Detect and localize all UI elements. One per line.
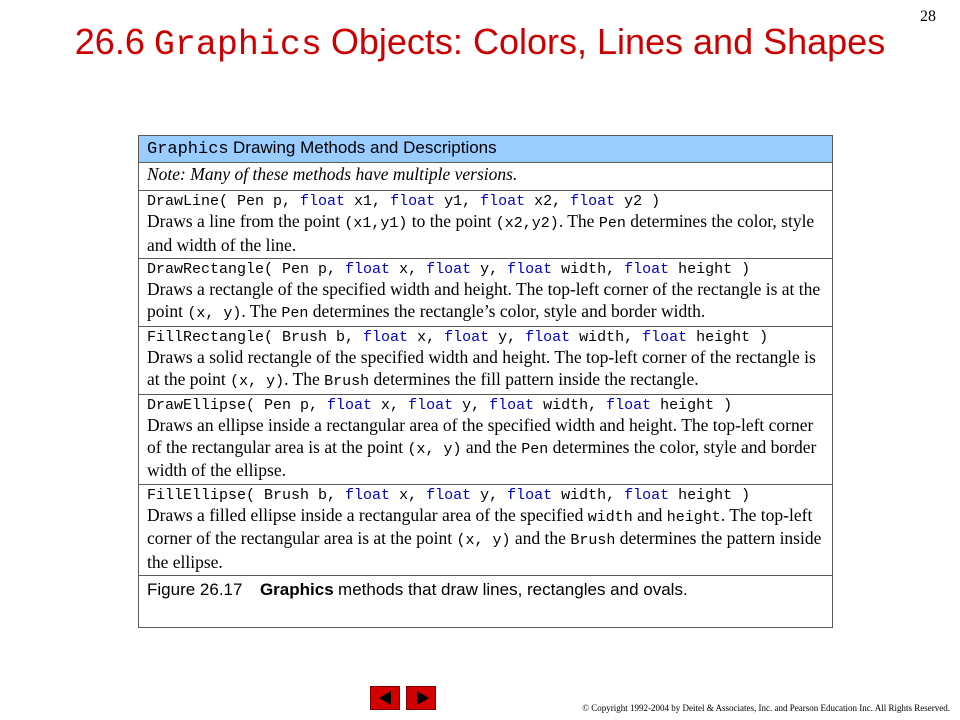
keyword-float: float	[390, 193, 436, 210]
method-row	[139, 395, 833, 485]
title-code-word: Graphics	[153, 25, 322, 65]
keyword-float: float	[300, 193, 346, 210]
text-run: width,	[570, 329, 643, 346]
inline-code: (x2,y2)	[495, 215, 559, 232]
note-row	[139, 163, 833, 191]
note-cell: Note: Many of these methods have multiple versions.	[139, 163, 833, 191]
method-cell	[139, 395, 833, 485]
text-run: y,	[471, 486, 508, 504]
keyword-float: float	[507, 261, 553, 278]
method-signature	[147, 260, 824, 279]
text-run: x,	[390, 486, 427, 504]
method-description	[147, 505, 824, 574]
method-signature	[147, 486, 824, 505]
inline-code: width	[587, 508, 633, 526]
text-run: y,	[471, 261, 508, 278]
right-arrow-icon	[417, 691, 429, 705]
method-signature	[147, 192, 824, 211]
text-run: y,	[453, 397, 490, 414]
header-text: Drawing Methods and Descriptions	[233, 138, 497, 157]
text-run: to the point	[407, 211, 496, 231]
method-description	[147, 415, 824, 482]
inline-code: (x, y)	[187, 304, 242, 322]
method-row	[139, 327, 833, 395]
text-run: width,	[552, 261, 625, 278]
text-run: width,	[534, 397, 607, 414]
text-run: width,	[552, 486, 625, 504]
method-description	[147, 279, 824, 324]
keyword-float: float	[606, 397, 652, 414]
caption-label: Figure 26.17	[147, 580, 243, 599]
text-run: height )	[687, 329, 769, 346]
text-run: Draws a rectangle of the specified width and height. The top-left corner of the rectangle is at the point	[147, 279, 821, 321]
keyword-float: float	[525, 329, 571, 346]
text-run: Draws an ellipse inside a rectangular area of the specified width and height. The top-left corner of the rectangular area is at the point	[147, 415, 814, 457]
text-run: determines the color, style and width of the line.	[147, 211, 815, 255]
keyword-float: float	[408, 397, 454, 414]
text-run: Draws a filled ellipse inside a rectangular area of the specified	[147, 504, 588, 525]
method-description	[147, 211, 824, 256]
text-run: . The	[241, 300, 282, 321]
inline-code: Pen	[281, 304, 309, 322]
methods-table	[138, 135, 833, 628]
caption-text: methods that draw lines, rectangles and ovals.	[338, 580, 688, 599]
inline-code: Brush	[570, 532, 616, 549]
next-slide-button[interactable]	[406, 686, 436, 710]
keyword-float: float	[426, 486, 472, 504]
text-run: determines the rectangle’s color, style and border width.	[308, 300, 706, 321]
text-run: height )	[669, 261, 751, 278]
copyright-notice: © Copyright 1992-2004 by Deitel & Associates, Inc. and Pearson Education Inc. All Rights Reserved.	[582, 703, 950, 713]
inline-code: (x, y)	[456, 532, 511, 549]
text-run: y,	[489, 329, 526, 346]
text-run: Draws a line from the point	[147, 211, 345, 231]
inline-code: height	[666, 508, 721, 526]
inline-code: (x, y)	[407, 440, 462, 458]
keyword-float: float	[642, 329, 688, 346]
text-run: FillRectangle( Brush b,	[147, 329, 364, 346]
keyword-float: float	[570, 193, 616, 210]
keyword-float: float	[480, 193, 526, 210]
inline-code: Pen	[521, 440, 549, 458]
keyword-float: float	[327, 397, 373, 414]
title-text: Objects: Colors, Lines and Shapes	[330, 21, 886, 62]
keyword-float: float	[345, 486, 391, 504]
text-run: DrawRectangle( Pen p,	[147, 261, 346, 278]
inline-code: (x1,y1)	[344, 215, 408, 232]
inline-code: Pen	[598, 215, 626, 232]
title-section-number: 26.6	[74, 21, 145, 62]
text-run: . The	[284, 368, 325, 389]
text-run: x,	[390, 261, 427, 278]
keyword-float: float	[426, 261, 472, 278]
caption-code-word: Graphics	[259, 580, 334, 599]
method-signature	[147, 328, 824, 347]
slide-title	[60, 20, 900, 67]
method-description	[147, 347, 824, 392]
text-run: DrawEllipse( Pen p,	[147, 397, 328, 414]
figure-caption	[139, 576, 833, 628]
text-run: height )	[651, 397, 733, 414]
inline-code: (x, y)	[230, 372, 285, 390]
header-code-word: Graphics	[147, 140, 229, 159]
text-run: and the	[461, 436, 522, 457]
keyword-float: float	[624, 486, 670, 504]
previous-slide-button[interactable]	[370, 686, 400, 710]
text-run: DrawLine( Pen p,	[147, 193, 301, 210]
keyword-float: float	[507, 486, 553, 504]
text-run: and	[632, 504, 667, 525]
method-row	[139, 259, 833, 327]
table-header-cell	[139, 136, 833, 163]
left-arrow-icon	[379, 691, 391, 705]
text-run: Draws a solid rectangle of the specified width and height. The top-left corner of the rectangle is at the point	[147, 347, 816, 389]
caption-row	[139, 576, 833, 628]
method-cell	[139, 191, 833, 259]
keyword-float: float	[345, 261, 391, 278]
text-run: FillEllipse( Brush b,	[147, 486, 346, 504]
text-run: x1,	[345, 193, 391, 210]
text-run: x,	[408, 329, 445, 346]
text-run: height )	[669, 486, 751, 504]
keyword-float: float	[363, 329, 409, 346]
method-cell	[139, 259, 833, 327]
text-run: x2,	[525, 193, 571, 210]
keyword-float: float	[444, 329, 490, 346]
method-cell	[139, 327, 833, 395]
method-row	[139, 484, 833, 576]
text-run: determines the pattern inside the ellipse.	[147, 528, 822, 572]
keyword-float: float	[624, 261, 670, 278]
text-run: and the	[510, 528, 571, 548]
method-signature	[147, 396, 824, 415]
method-row	[139, 191, 833, 259]
inline-code: Brush	[324, 372, 370, 390]
text-run: y1,	[435, 193, 481, 210]
text-run: . The	[558, 211, 599, 231]
text-run: y2 )	[615, 193, 661, 210]
keyword-float: float	[489, 397, 535, 414]
text-run: . The top-left corner of the rectangular area is at the point	[147, 504, 813, 548]
text-run: determines the fill pattern inside the rectangle.	[369, 368, 699, 389]
text-run: determines the color, style and border width of the ellipse.	[147, 436, 817, 480]
table-header-row	[139, 136, 833, 163]
text-run: x,	[372, 397, 409, 414]
method-cell	[139, 484, 833, 576]
page-number: 28	[920, 8, 936, 25]
